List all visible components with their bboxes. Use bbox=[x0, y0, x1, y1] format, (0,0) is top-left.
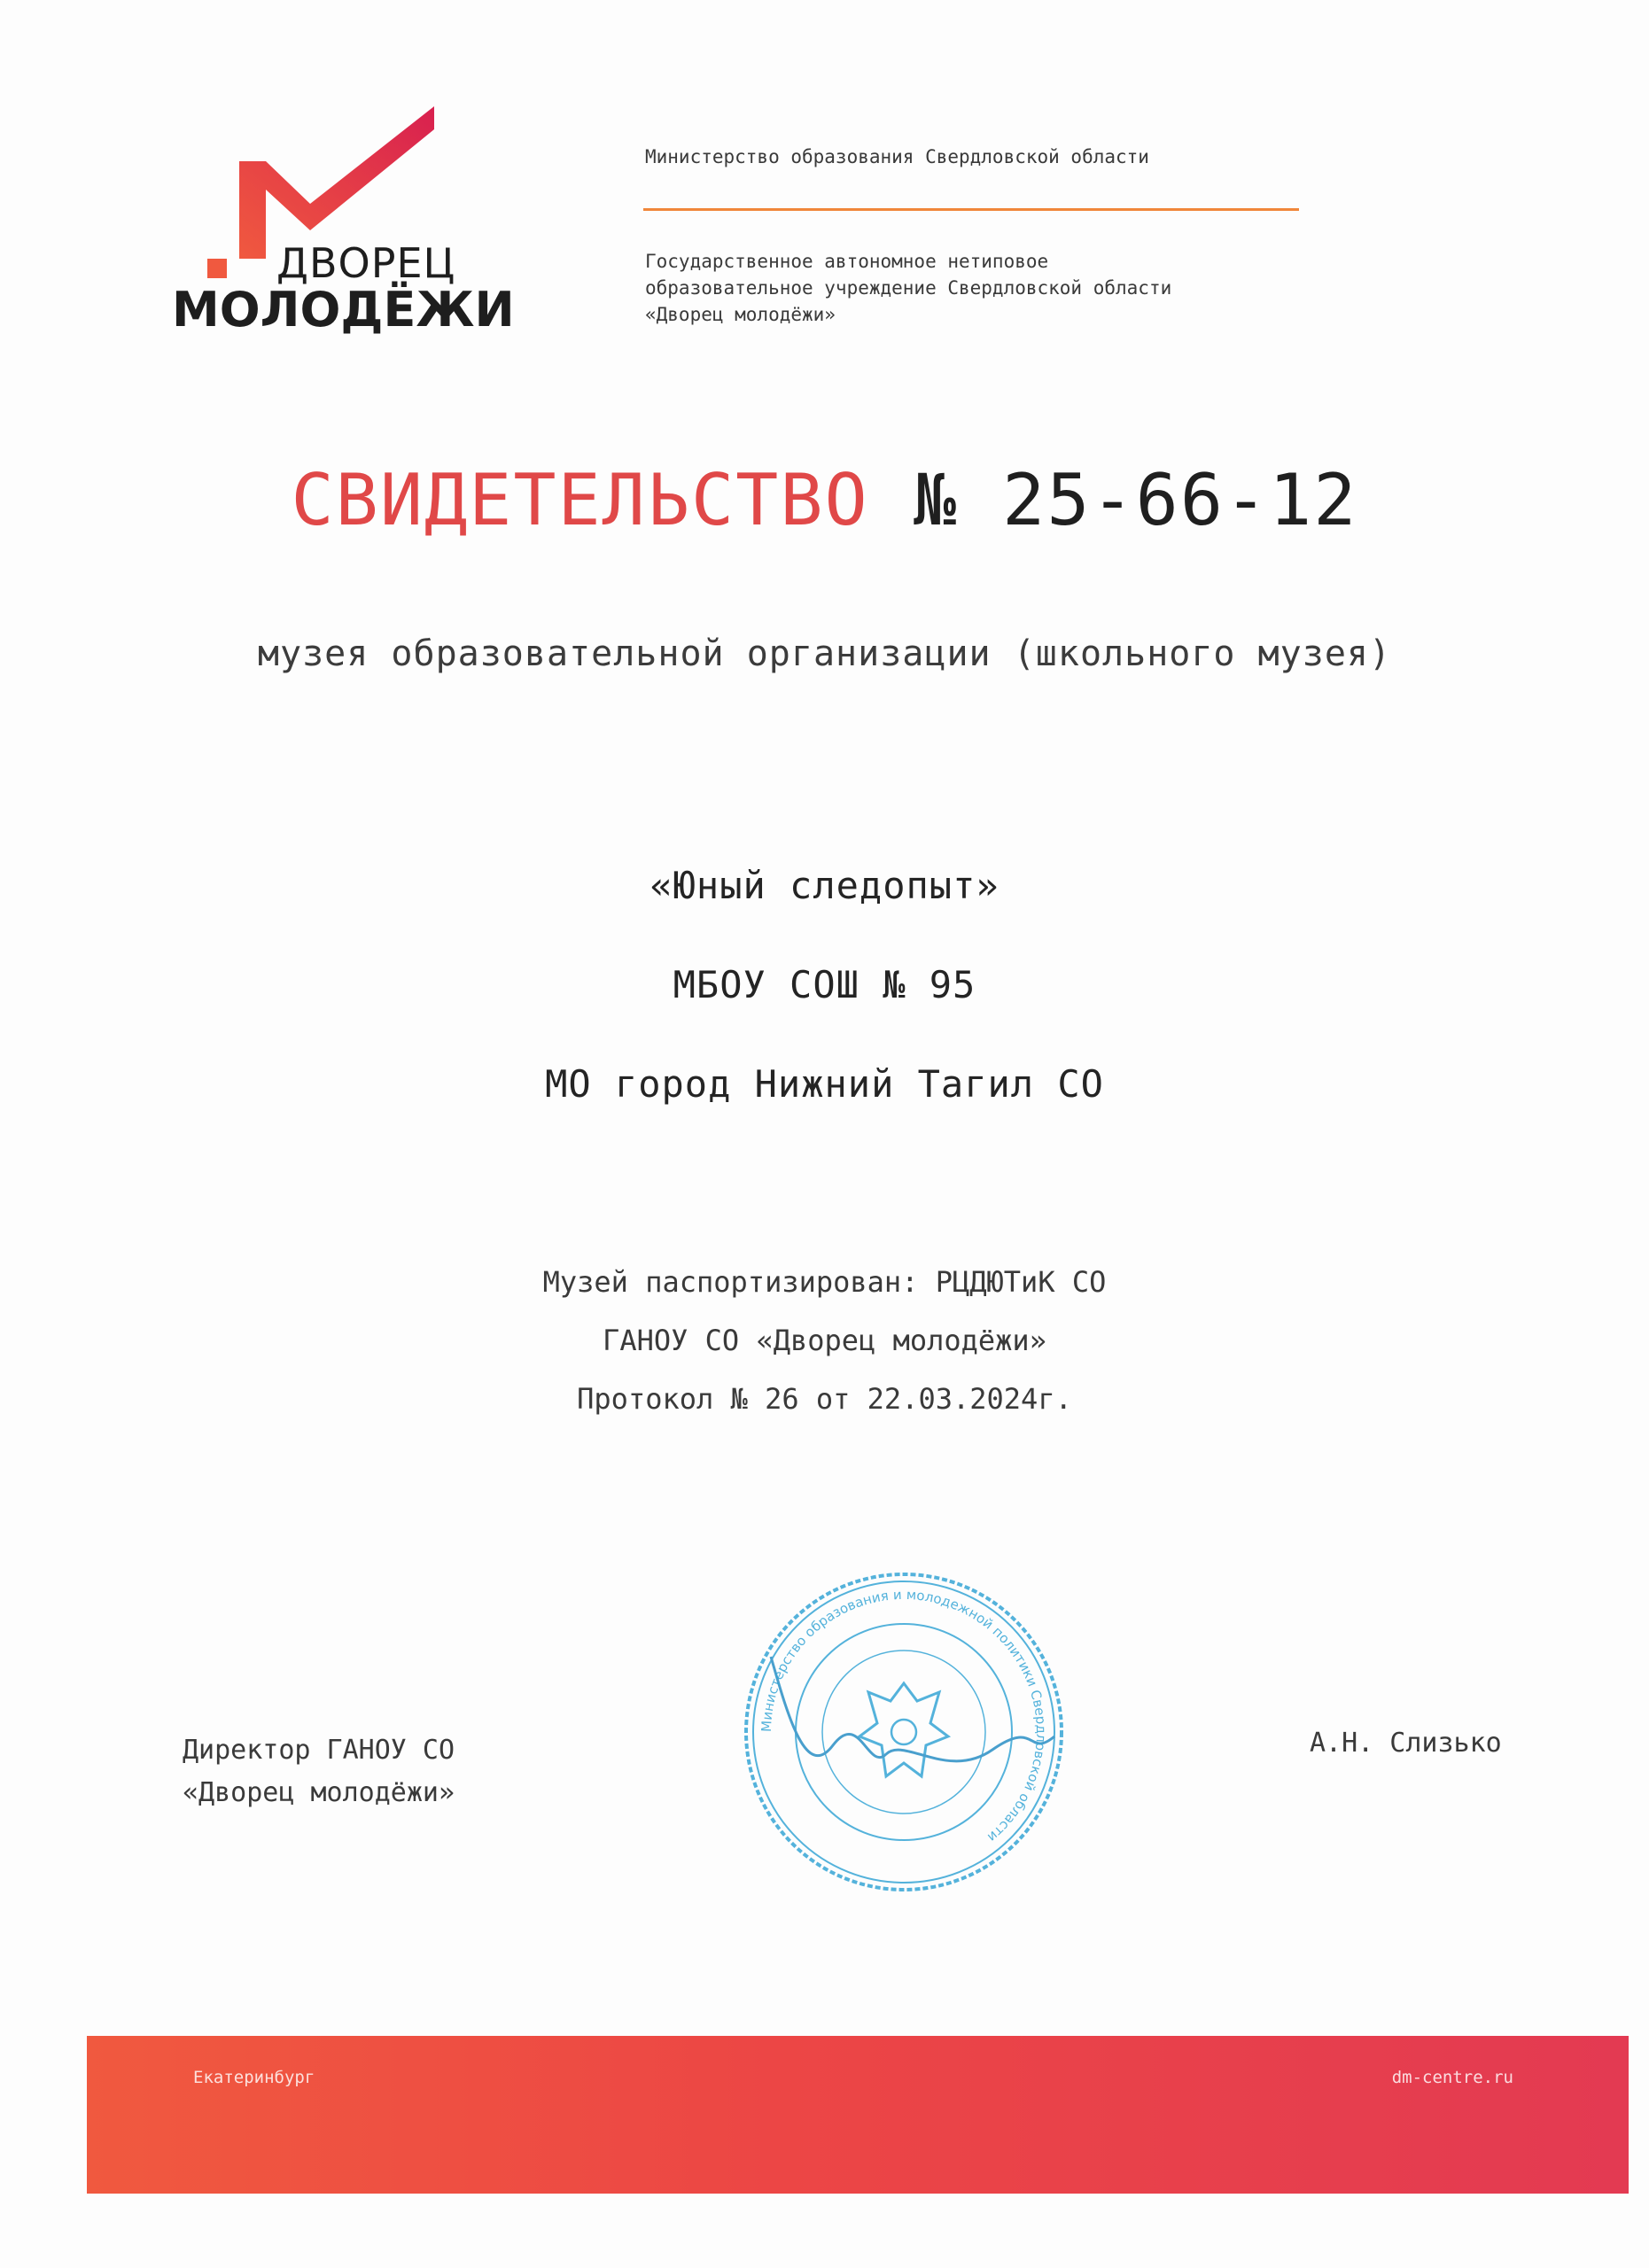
institution-line: Государственное автономное нетиповое bbox=[645, 251, 1049, 272]
seal-icon bbox=[735, 1568, 1072, 1896]
certificate-number: № 25-66-12 bbox=[913, 459, 1358, 541]
institution-line: «Дворец молодёжи» bbox=[645, 304, 836, 325]
logo-text-dvorets: ДВОРЕЦ bbox=[276, 239, 456, 287]
passport-line: ГАНОУ СО «Дворец молодёжи» bbox=[603, 1324, 1046, 1357]
certificate-title-word: СВИДЕТЕЛЬСТВО bbox=[291, 459, 869, 541]
signer-name: А.Н. Слизько bbox=[1310, 1728, 1502, 1759]
ministry-name: Министерство образования Свердловской области bbox=[645, 146, 1149, 167]
institution-line: образовательное учреждение Свердловской области bbox=[645, 277, 1172, 299]
certificate-subtitle: музея образовательной организации (школьного музея) bbox=[257, 633, 1392, 674]
museum-name: «Юный следопыт» bbox=[649, 864, 1000, 907]
school-name: МБОУ СОШ № 95 bbox=[673, 963, 976, 1006]
dvorets-molodezhi-logo bbox=[168, 106, 515, 354]
footer-website: dm-centre.ru bbox=[1391, 2068, 1513, 2087]
footer-city: Екатеринбург bbox=[193, 2068, 315, 2087]
director-line: «Дворец молодёжи» bbox=[183, 1777, 455, 1808]
seal-outer-text: Министерство образования и молодежной политики Свердловской области bbox=[758, 1586, 1050, 1846]
director-line: Директор ГАНОУ СО bbox=[183, 1735, 455, 1766]
svg-text:Министерство образования и мол bbox=[758, 1587, 1049, 1845]
official-seal bbox=[735, 1568, 1072, 1896]
municipality-name: МО город Нижний Тагил СО bbox=[545, 1062, 1104, 1106]
header-divider bbox=[643, 208, 1299, 211]
passport-line: Музей паспортизирован: РЦДЮТиК СО bbox=[542, 1265, 1107, 1299]
footer-banner bbox=[87, 2036, 1629, 2194]
museum-info bbox=[0, 859, 1649, 1157]
institution-name bbox=[645, 248, 1171, 328]
director-title bbox=[183, 1729, 455, 1814]
passport-line: Протокол № 26 от 22.03.2024г. bbox=[577, 1382, 1072, 1416]
passport-info bbox=[0, 1262, 1649, 1438]
logo-text-molodezhi: МОЛОДЁЖИ bbox=[172, 282, 515, 338]
certificate-title bbox=[0, 456, 1649, 545]
